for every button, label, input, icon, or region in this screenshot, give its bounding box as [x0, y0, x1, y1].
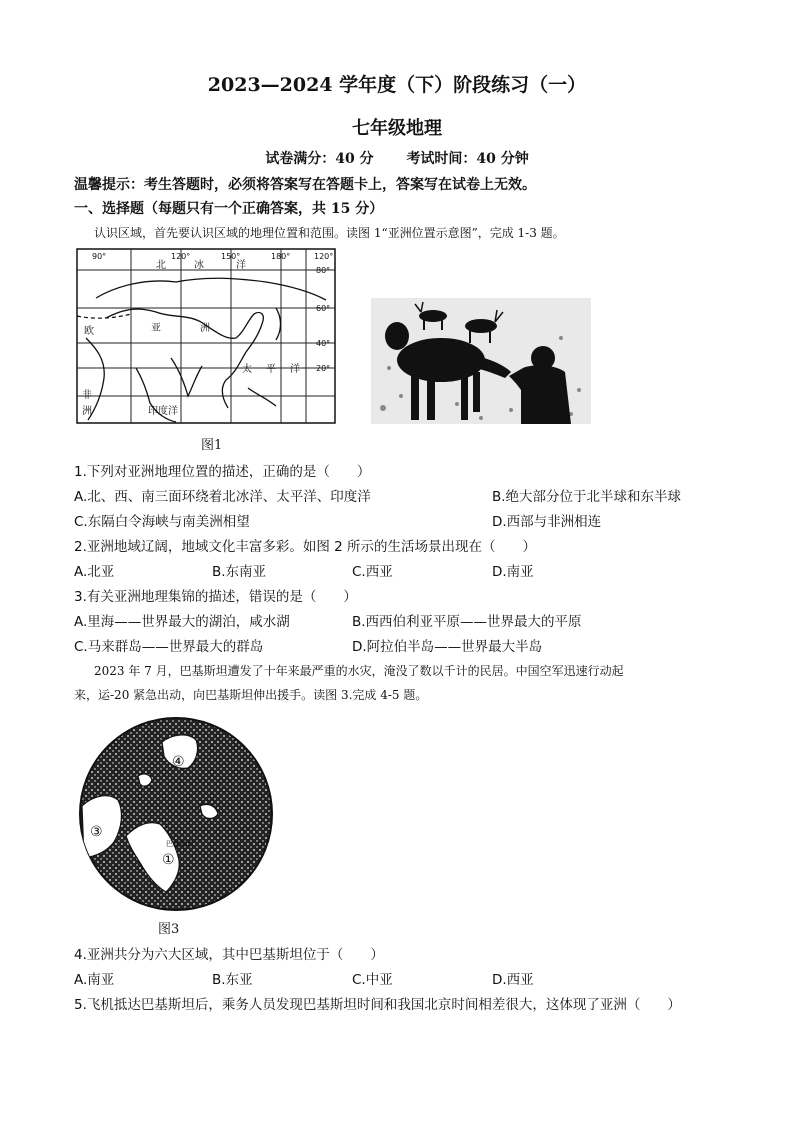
asia-location-map: [76, 248, 336, 424]
q2-option-a[interactable]: A.北亚: [74, 564, 115, 580]
map-label: 北: [156, 260, 166, 271]
q2-option-d[interactable]: D.南亚: [492, 564, 534, 580]
intro-paragraph-1: 认识区域，首先要认识区域的地理位置和范围。读图 1“亚洲位置示意图”，完成 1-3 题。: [94, 226, 565, 240]
exam-subtitle: 七年级地理: [352, 118, 442, 139]
q2-option-c[interactable]: C.西亚: [352, 564, 393, 580]
pakistan-label: 巴基斯坦: [166, 840, 194, 848]
intro-paragraph-2-line-1: 2023 年 7 月，巴基斯坦遭发了十年来最严重的水灾，淹没了数以千计的民居。中国空军迅速行动起: [94, 664, 624, 678]
q3-option-b[interactable]: B.西西伯利亚平原——世界最大的平原: [352, 614, 582, 630]
question-4-stem: 4.亚洲共分为六大区域，其中巴基斯坦位于（ ）: [74, 947, 384, 963]
lon-label: 120°: [314, 252, 334, 261]
question-3-stem: 3.有关亚洲地理集锦的描述，错误的是（ ）: [74, 589, 357, 605]
map-label: 亚: [151, 323, 161, 334]
lon-label: 120°: [171, 252, 191, 261]
warm-tip: 温馨提示：考生答题时，必须将答案写在答题卡上，答案写在试卷上无效。: [74, 177, 536, 193]
map-label: 平: [266, 364, 276, 375]
lat-label: 80°: [316, 266, 331, 275]
q4-option-c[interactable]: C.中亚: [352, 972, 393, 988]
marker-1: ①: [162, 852, 175, 868]
map-label: 太: [242, 364, 252, 375]
q4-option-b[interactable]: B.东亚: [212, 972, 253, 988]
lat-label: 40°: [316, 339, 331, 348]
lon-label: 180°: [271, 252, 291, 261]
q1-option-c[interactable]: C.东隔白令海峡与南美洲相望: [74, 514, 250, 530]
map-label: 印度洋: [148, 406, 178, 417]
map-label: 洋: [290, 364, 300, 375]
q3-option-d[interactable]: D.阿拉伯半岛——世界最大半岛: [352, 639, 543, 655]
lon-label: 150°: [221, 252, 241, 261]
lat-label: 60°: [316, 304, 331, 313]
map-label: 非: [82, 390, 92, 401]
map-label: 冰: [194, 260, 204, 271]
lon-label: 90°: [92, 252, 107, 261]
map-label: 洋: [236, 260, 246, 271]
q1-option-a[interactable]: A.北、西、南三面环绕着北冰洋、太平洋、印度洋: [74, 489, 371, 505]
map-label: 洲: [200, 323, 210, 334]
figure-1-caption: 图1: [201, 438, 223, 453]
score-info: 试卷满分：40 分: [265, 151, 374, 167]
section-heading: 一、选择题（每题只有一个正确答案，共 15 分）: [74, 201, 384, 217]
q4-option-a[interactable]: A.南亚: [74, 972, 115, 988]
map-label: 洲: [82, 406, 92, 417]
figure-3-caption: 图3: [158, 922, 180, 937]
q1-option-b[interactable]: B.绝大部分位于北半球和东半球: [492, 489, 682, 505]
exam-info: [0, 148, 794, 168]
marker-3: ③: [90, 824, 103, 840]
marker-4: ④: [172, 754, 185, 770]
globe-map: [78, 716, 274, 912]
question-2-stem: 2.亚洲地域辽阔，地域文化丰富多彩。如图 2 所示的生活场景出现在（ ）: [74, 539, 537, 555]
lat-label: 20°: [316, 364, 331, 373]
question-1-stem: 1.下列对亚洲地理位置的描述，正确的是（ ）: [74, 464, 371, 480]
reindeer-scene-photo: [371, 298, 591, 424]
map-label: 欧: [84, 326, 94, 337]
question-5-stem: 5.飞机抵达巴基斯坦后，乘务人员发现巴基斯坦时间和我国北京时间相差很大，这体现了亚洲（ ）: [74, 997, 681, 1013]
q3-option-a[interactable]: A.里海——世界最大的湖泊，咸水湖: [74, 614, 290, 630]
time-info: 考试时间：40 分钟: [406, 151, 529, 167]
q2-option-b[interactable]: B.东南亚: [212, 564, 267, 580]
q1-option-d[interactable]: D.西部与非洲相连: [492, 514, 602, 530]
q3-option-c[interactable]: C.马来群岛——世界最大的群岛: [74, 639, 264, 655]
intro-paragraph-2-line-2: 来，运-20 紧急出动，向巴基斯坦伸出援手。读图 3.完成 4-5 题。: [74, 688, 428, 702]
q4-option-d[interactable]: D.西亚: [492, 972, 534, 988]
exam-title: 2023—2024 学年度（下）阶段练习（一）: [207, 74, 587, 96]
